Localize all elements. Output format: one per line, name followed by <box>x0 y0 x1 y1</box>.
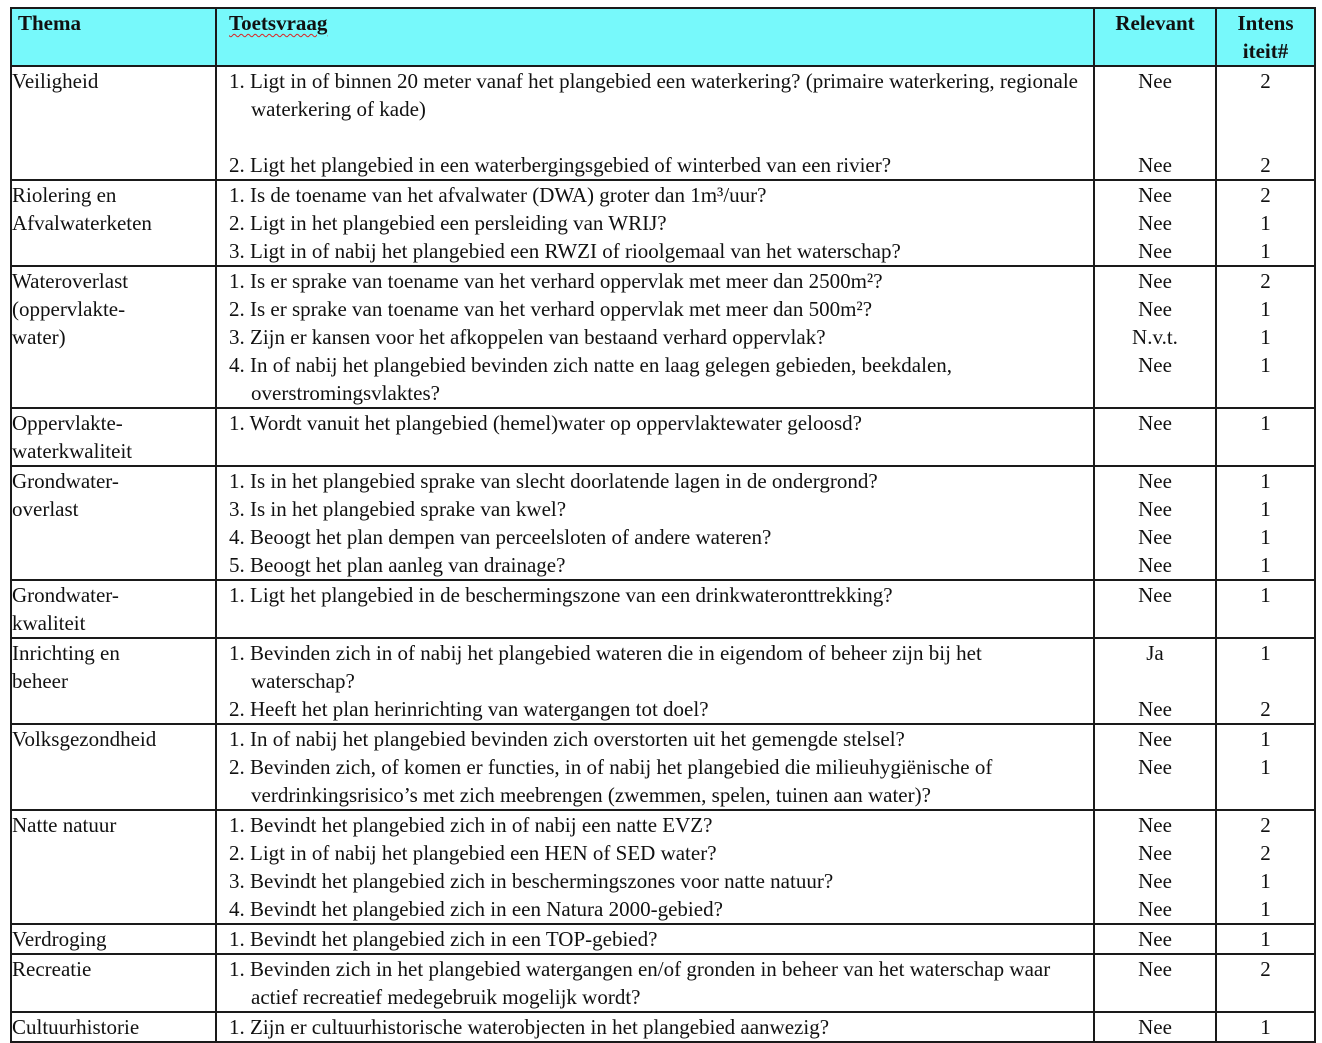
intensiteit-value: 1 <box>1260 411 1271 435</box>
intensiteit-value: 2 <box>1260 841 1271 865</box>
intensiteit-value: 2 <box>1260 697 1271 721</box>
intensiteit-value: 1 <box>1260 583 1271 607</box>
relevant-cell <box>1094 466 1216 580</box>
toetsvraag-cell <box>216 638 1094 724</box>
thema-label: overlast <box>12 497 79 521</box>
header-thema: Thema <box>11 8 216 66</box>
relevant-cell <box>1094 724 1216 810</box>
thema-cell <box>11 408 216 466</box>
intensiteit-cell <box>1216 954 1315 1012</box>
relevant-value: Nee <box>1138 697 1172 721</box>
relevant-cell <box>1094 266 1216 408</box>
intensiteit-value: 1 <box>1260 297 1271 321</box>
toetsvraag-cell <box>216 954 1094 1012</box>
thema-label: beheer <box>12 669 68 693</box>
header-intensiteit-line1: Intens <box>1237 11 1294 35</box>
intensiteit-value: 1 <box>1260 755 1271 779</box>
relevant-value: Nee <box>1138 553 1172 577</box>
header-relevant: Relevant <box>1094 8 1216 66</box>
relevant-cell <box>1094 810 1216 924</box>
table-row <box>11 466 1315 580</box>
table-row <box>11 408 1315 466</box>
relevant-value: Nee <box>1138 727 1172 751</box>
toetsvraag-text: 1. Is er sprake van toename van het verhard oppervlak met meer dan 2500m²? <box>229 269 883 293</box>
thema-cell <box>11 954 216 1012</box>
intensiteit-cell <box>1216 466 1315 580</box>
relevant-cell <box>1094 924 1216 954</box>
toetsvraag-cell <box>216 466 1094 580</box>
relevant-value: Nee <box>1138 297 1172 321</box>
thema-label: Verdroging <box>12 927 107 951</box>
toetsvraag-text: 2. Heeft het plan herinrichting van watergangen tot doel? <box>229 697 709 721</box>
relevant-cell <box>1094 580 1216 638</box>
relevant-value: Nee <box>1138 153 1172 177</box>
toetsvraag-cell <box>216 1012 1094 1042</box>
table-body <box>11 66 1315 1042</box>
intensiteit-value: 1 <box>1260 553 1271 577</box>
intensiteit-cell <box>1216 638 1315 724</box>
relevant-value: Nee <box>1138 411 1172 435</box>
intensiteit-value: 2 <box>1260 269 1271 293</box>
intensiteit-value: 1 <box>1260 641 1271 665</box>
relevant-value: Nee <box>1138 927 1172 951</box>
thema-label: Inrichting en <box>12 641 120 665</box>
toetsvraag-text: 1. Zijn er cultuurhistorische waterobjecten in het plangebied aanwezig? <box>229 1015 830 1039</box>
thema-label: Volksgezondheid <box>12 727 157 751</box>
intensiteit-value: 1 <box>1260 869 1271 893</box>
thema-label: Afvalwaterketen <box>12 211 152 235</box>
toetsvraag-cell <box>216 180 1094 266</box>
thema-label: Natte natuur <box>12 813 117 837</box>
toetsvraag-cell <box>216 408 1094 466</box>
thema-cell <box>11 266 216 408</box>
table-row <box>11 1012 1315 1042</box>
relevant-value: Nee <box>1138 239 1172 263</box>
toetsvraag-cell <box>216 66 1094 180</box>
intensiteit-value: 1 <box>1260 927 1271 951</box>
relevant-value: Nee <box>1138 211 1172 235</box>
intensiteit-cell <box>1216 266 1315 408</box>
header-toetsvraag-label: Toetsvraag <box>229 11 328 35</box>
table-row <box>11 266 1315 408</box>
thema-label: Veiligheid <box>12 69 99 93</box>
relevant-cell <box>1094 638 1216 724</box>
relevant-value: Nee <box>1138 957 1172 981</box>
thema-label: Oppervlakte- <box>12 411 123 435</box>
intensiteit-value: 1 <box>1260 727 1271 751</box>
relevant-cell <box>1094 408 1216 466</box>
relevant-value: Nee <box>1138 525 1172 549</box>
toetsvraag-cell <box>216 266 1094 408</box>
toetsvraag-text: 1. Bevinden zich in het plangebied watergangen en/of gronden in beheer van het waterschap waar actief recreatief medegebruik mogelijk wordt? <box>229 957 1051 1009</box>
relevant-value: Nee <box>1138 841 1172 865</box>
intensiteit-value: 1 <box>1260 211 1271 235</box>
relevant-value: Nee <box>1138 497 1172 521</box>
intensiteit-value: 1 <box>1260 353 1271 377</box>
relevant-value: Nee <box>1138 583 1172 607</box>
thema-cell <box>11 724 216 810</box>
thema-cell <box>11 580 216 638</box>
relevant-cell <box>1094 180 1216 266</box>
intensiteit-cell <box>1216 180 1315 266</box>
relevant-value: Nee <box>1138 69 1172 93</box>
toetsvraag-text: 1. Ligt in of binnen 20 meter vanaf het plangebied een waterkering? (primaire waterkering, regionale waterkering of kade) <box>229 69 1078 121</box>
intensiteit-value: 1 <box>1260 469 1271 493</box>
toetsvraag-text: 1. Bevindt het plangebied zich in of nabij een natte EVZ? <box>229 813 713 837</box>
header-intensiteit <box>1216 8 1315 66</box>
table-row <box>11 724 1315 810</box>
intensiteit-cell <box>1216 408 1315 466</box>
thema-cell <box>11 180 216 266</box>
intensiteit-value: 2 <box>1260 183 1271 207</box>
intensiteit-cell <box>1216 924 1315 954</box>
thema-label: waterkwaliteit <box>12 439 133 463</box>
thema-cell <box>11 924 216 954</box>
intensiteit-cell <box>1216 1012 1315 1042</box>
intensiteit-value: 1 <box>1260 239 1271 263</box>
toetsvraag-text: 1. Is in het plangebied sprake van slecht doorlatende lagen in de ondergrond? <box>229 469 878 493</box>
toetsvraag-text: 3. Ligt in of nabij het plangebied een RWZI of rioolgemaal van het waterschap? <box>229 239 901 263</box>
toetsvraag-text: 2. Is er sprake van toename van het verhard oppervlak met meer dan 500m²? <box>229 297 873 321</box>
toetsvraag-cell <box>216 724 1094 810</box>
relevant-value: Nee <box>1138 1015 1172 1039</box>
toetsvraag-text: 5. Beoogt het plan aanleg van drainage? <box>229 553 566 577</box>
intensiteit-value: 2 <box>1260 813 1271 837</box>
toetsvraag-text: 2. Ligt in of nabij het plangebied een HEN of SED water? <box>229 841 717 865</box>
intensiteit-value: 2 <box>1260 69 1271 93</box>
toetsvraag-text: 1. Ligt het plangebied in de beschermingszone van een drinkwateronttrekking? <box>229 583 893 607</box>
intensiteit-cell <box>1216 66 1315 180</box>
intensiteit-cell <box>1216 724 1315 810</box>
thema-label: kwaliteit <box>12 611 86 635</box>
toetsvraag-text: 4. Beoogt het plan dempen van perceelsloten of andere wateren? <box>229 525 772 549</box>
relevant-value: Nee <box>1138 869 1172 893</box>
thema-label: Grondwater- <box>12 583 119 607</box>
thema-cell <box>11 638 216 724</box>
toetsvraag-text: 1. Bevinden zich in of nabij het plangebied wateren die in eigendom of beheer zijn bij het waterschap? <box>229 641 982 693</box>
table-row <box>11 66 1315 180</box>
toetsvraag-text: 3. Zijn er kansen voor het afkoppelen van bestaand verhard oppervlak? <box>229 325 826 349</box>
intensiteit-value: 1 <box>1260 1015 1271 1039</box>
intensiteit-value: 1 <box>1260 325 1271 349</box>
thema-cell <box>11 1012 216 1042</box>
thema-cell <box>11 810 216 924</box>
toetsvraag-text: 1. In of nabij het plangebied bevinden zich overstorten uit het gemengde stelsel? <box>229 727 905 751</box>
toetsvraag-cell <box>216 924 1094 954</box>
header-intensiteit-line2: iteit# <box>1242 39 1289 63</box>
toetsvraag-cell <box>216 580 1094 638</box>
intensiteit-value: 1 <box>1260 525 1271 549</box>
table-row <box>11 180 1315 266</box>
header-row <box>11 8 1315 66</box>
thema-label: Recreatie <box>12 957 92 981</box>
relevant-value: Nee <box>1138 897 1172 921</box>
intensiteit-value: 1 <box>1260 897 1271 921</box>
thema-label: (oppervlakte- <box>12 297 126 321</box>
table-row <box>11 580 1315 638</box>
toetsvraag-text: 1. Wordt vanuit het plangebied (hemel)water op oppervlaktewater geloosd? <box>229 411 862 435</box>
thema-label: water) <box>12 325 66 349</box>
thema-cell <box>11 66 216 180</box>
toetsvraag-text: 4. In of nabij het plangebied bevinden zich natte en laag gelegen gebieden, beekdalen, overstromingsvlaktes? <box>229 353 953 405</box>
intensiteit-cell <box>1216 810 1315 924</box>
table-row <box>11 924 1315 954</box>
table-row <box>11 954 1315 1012</box>
relevant-value: Nee <box>1138 813 1172 837</box>
relevant-cell <box>1094 954 1216 1012</box>
toetsvraag-text: 1. Bevindt het plangebied zich in een TOP-gebied? <box>229 927 658 951</box>
relevant-value: Nee <box>1138 269 1172 293</box>
relevant-cell <box>1094 1012 1216 1042</box>
thema-label: Grondwater- <box>12 469 119 493</box>
relevant-value: Ja <box>1146 641 1164 665</box>
relevant-value: Nee <box>1138 755 1172 779</box>
toetsvraag-cell <box>216 810 1094 924</box>
thema-label: Wateroverlast <box>12 269 129 293</box>
intensiteit-value: 2 <box>1260 957 1271 981</box>
toetsvraag-text: 3. Is in het plangebied sprake van kwel? <box>229 497 567 521</box>
toetsvraag-text: 2. Ligt het plangebied in een waterbergingsgebied of winterbed van een rivier? <box>229 153 892 177</box>
toetsvragen-table <box>10 7 1316 1043</box>
thema-cell <box>11 466 216 580</box>
toetsvraag-text: 3. Bevindt het plangebied zich in beschermingszones voor natte natuur? <box>229 869 834 893</box>
table-row <box>11 810 1315 924</box>
relevant-cell <box>1094 66 1216 180</box>
intensiteit-value: 2 <box>1260 153 1271 177</box>
toetsvraag-text: 4. Bevindt het plangebied zich in een Natura 2000-gebied? <box>229 897 723 921</box>
relevant-value: Nee <box>1138 353 1172 377</box>
toetsvraag-text: 2. Ligt in het plangebied een persleiding van WRIJ? <box>229 211 667 235</box>
relevant-value: Nee <box>1138 183 1172 207</box>
toetsvraag-text: 1. Is de toename van het afvalwater (DWA) groter dan 1m³/uur? <box>229 183 767 207</box>
relevant-value: Nee <box>1138 469 1172 493</box>
toetsvraag-text: 2. Bevinden zich, of komen er functies, in of nabij het plangebied die milieuhygiënische of verdrinkingsrisico’s met zich meebrengen (zwemmen, spelen, tuinen aan water)? <box>229 755 993 807</box>
table-row <box>11 638 1315 724</box>
intensiteit-value: 1 <box>1260 497 1271 521</box>
thema-label: Riolering en <box>12 183 117 207</box>
relevant-value: N.v.t. <box>1132 325 1178 349</box>
thema-label: Cultuurhistorie <box>12 1015 140 1039</box>
header-toetsvraag <box>216 8 1094 66</box>
intensiteit-cell <box>1216 580 1315 638</box>
